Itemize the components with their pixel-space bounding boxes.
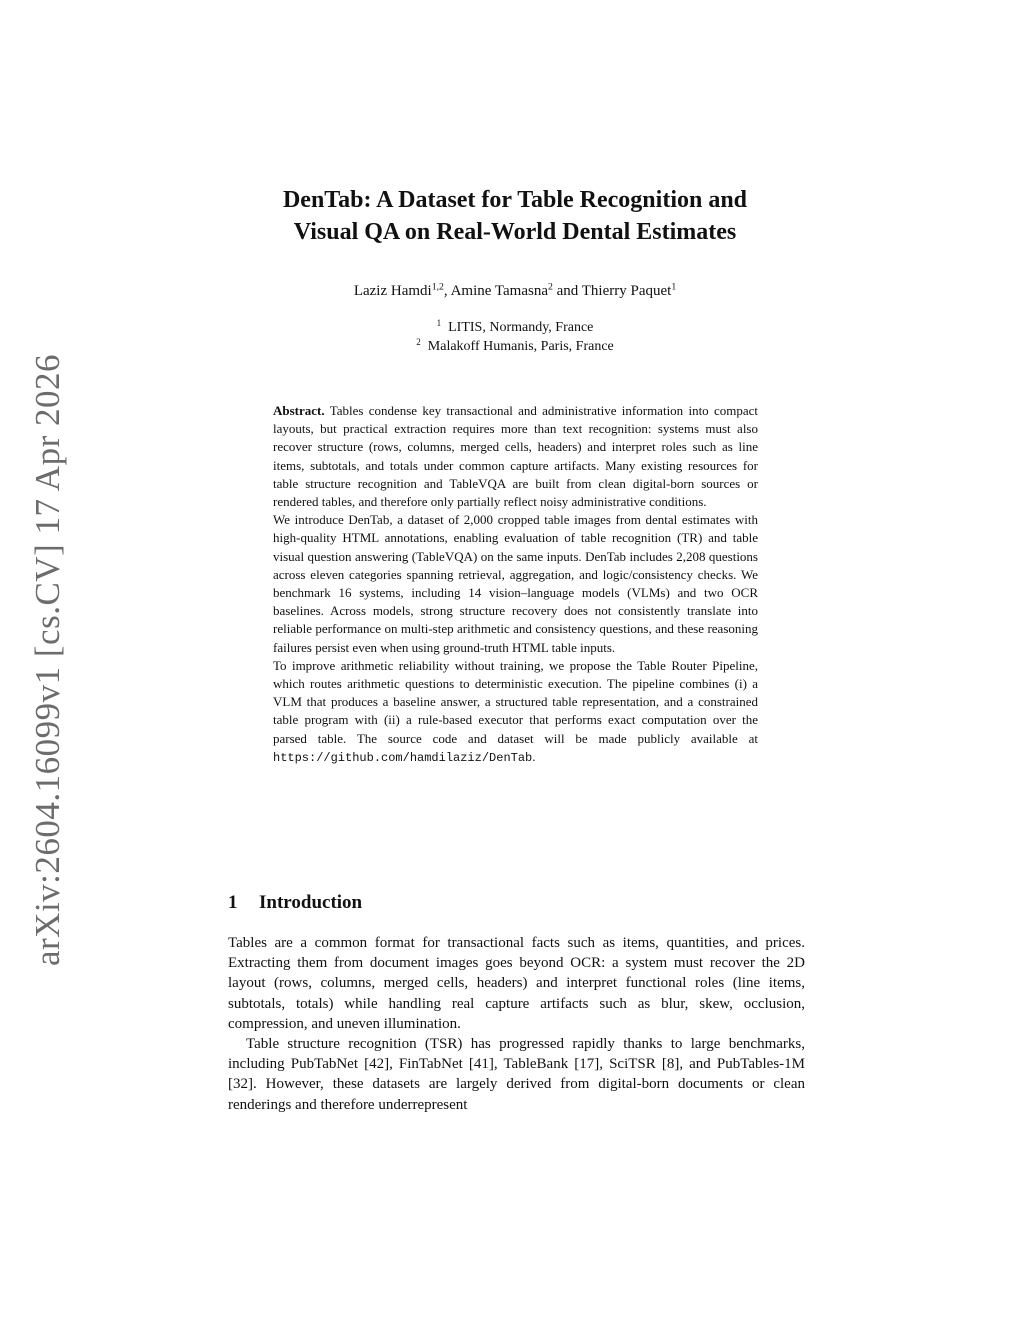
affiliation-line (200, 318, 830, 337)
arxiv-identifier: arXiv:2604.16099v1 [cs.CV] 17 Apr 2026 (28, 353, 67, 967)
abstract-text: To improve arithmetic reliability without training, we propose the Table Router Pipeline, which routes arithmetic questions to deterministic execution. The pipeline combines (i) a VLM that produces a baseline answer, a structured table representation, and a constrained table program with (ii) a rule-based executor that performs exact computation over the parsed table. The source code and dataset will be made publicly available at (273, 657, 758, 746)
title-line-1: DenTab: A Dataset for Table Recognition and (282, 187, 748, 213)
abstract-paragraph (273, 402, 758, 511)
arxiv-sidebar (20, 353, 76, 967)
title-line-2: Visual QA on Real-World Dental Estimates (293, 219, 737, 245)
body-paragraph: Tables are a common format for transactional facts such as items, quantities, and prices. Extracting them from document images goes beyond OCR: a system must recover the 2D layout (rows, columns, merged cells, headers) and interpret functional roles (line items, subtotals, totals) while handling real capture artifacts such as blur, skew, occlusion, compression, and uneven illumination. (228, 935, 805, 1032)
author-name: Thierry Paquet (581, 283, 672, 299)
author-affiliation-mark: 1,2 (431, 281, 444, 293)
paper-title (200, 184, 830, 248)
section-heading (228, 892, 362, 914)
abstract (273, 402, 758, 767)
author-separator: , (443, 283, 451, 299)
affiliation-number: 2 (416, 337, 421, 347)
affiliation-text: LITIS, Normandy, France (448, 320, 594, 335)
introduction-body (228, 933, 805, 1115)
affiliations (200, 318, 830, 356)
affiliation-number: 1 (436, 318, 442, 328)
author-separator: and (552, 283, 582, 299)
abstract-paragraph: We introduce DenTab, a dataset of 2,000 cropped table images from dental estimates with high-quality HTML annotations, enabling evaluation of table recognition (TR) and table visual question answering (TableVQA) on the same inputs. DenTab includes 2,208 questions across eleven categories spanning retrieval, aggregation, and logic/consistency checks. We benchmark 16 systems, including 14 vision–language models (VLMs) and two OCR baselines. Across models, strong structure recovery does not consistently translate into reliable performance on multi-step arithmetic and consistency questions, and these reasoning failures persist even when using ground-truth HTML table inputs. (273, 512, 758, 655)
section-title: Introduction (259, 892, 363, 913)
affiliation-line (200, 337, 830, 356)
author-affiliation-mark: 2 (547, 281, 553, 293)
repository-link[interactable]: https://github.com/hamdilaziz/DenTab (273, 750, 533, 765)
author-name: Laziz Hamdi (353, 283, 432, 299)
abstract-paragraph (273, 657, 758, 767)
abstract-label: Abstract. (273, 403, 325, 418)
body-paragraph: Table structure recognition (TSR) has progressed rapidly thanks to large benchmarks, including PubTabNet [42], FinTabNet [41], TableBank [17], SciTSR [8], and PubTables-1M [32]. However, these datasets are largely derived from digital-born documents or clean renderings and therefore underrepresent (228, 1036, 805, 1113)
section-number: 1 (228, 892, 238, 913)
author-name: Amine Tamasna (450, 283, 548, 299)
affiliation-text: Malakoff Humanis, Paris, France (427, 339, 614, 354)
author-affiliation-mark: 1 (671, 281, 677, 293)
abstract-text-end: . (532, 748, 536, 764)
abstract-text: Tables condense key transactional and administrative information into compact layouts, but practical extraction requires more than text recognition: systems must also recover structure (rows, columns, merged cells, headers) and interpret roles such as line items, subtotals, and totals under common capture artifacts. Many existing resources for table structure recognition and TableVQA are built from clean digital-born sources or rendered tables, and therefore only partially reflect noisy administrative conditions. (273, 403, 758, 510)
author-list (200, 283, 830, 300)
